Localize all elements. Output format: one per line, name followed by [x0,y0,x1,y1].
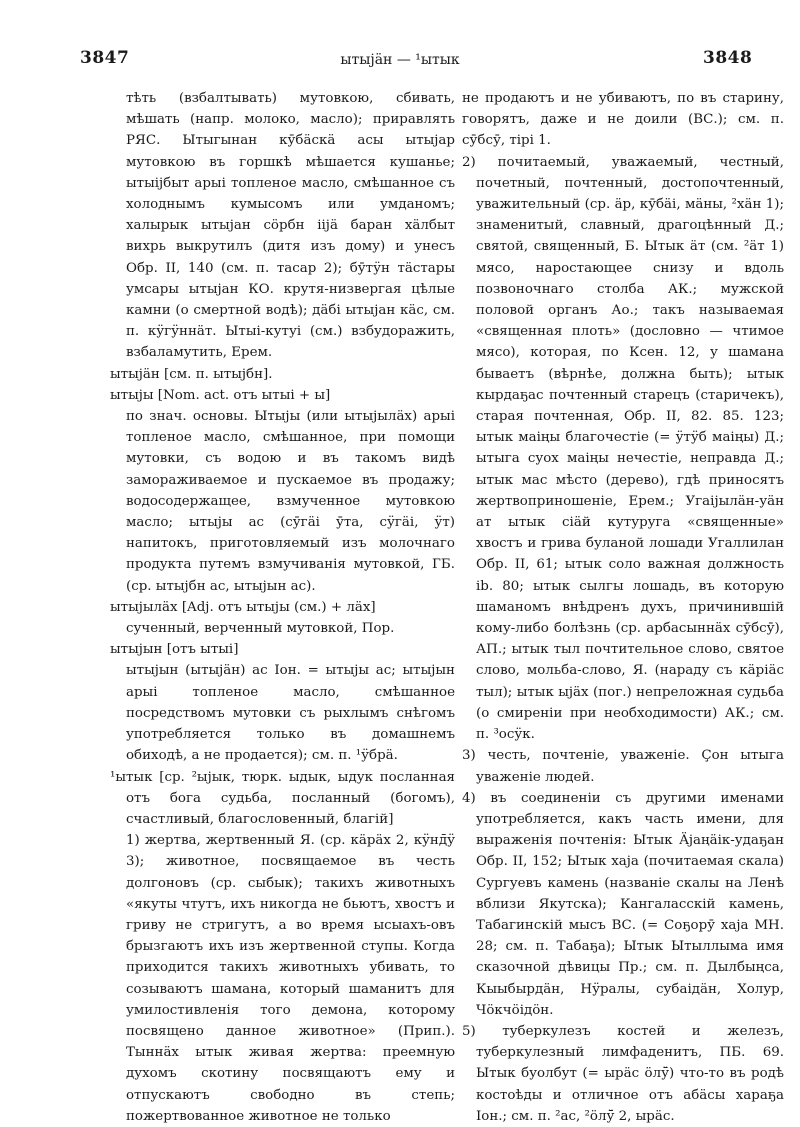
entry-text: 1) жертва, жертвенный Я. (ср. кäрäх 2, кӱнд̄ӱ 3); животное, посвящаемое въ честь долгоновъ (ср. сыбык); такихъ животныхъ «якуты чтутъ, ихъ никогда не бьютъ, хвостъ и гриву не стригутъ, а во время ысыахъ-овъ брызгаютъ ихъ изъ жертвенной ступы. Когда приходится такихъ животныхъ убивать, то созываютъ шамана, который шаманитъ для умилостивленія того демона, которому посвящено данное животное» (Прип.). Тыннäх ытык живая жертва: преемную духомъ скотину посвящаютъ ему и отпускаютъ свободно въ степь; пожертвованное животное не только [126,833,455,1124]
right-column [462,88,784,1127]
entry-headword: ытыјы [Nom. act. отъ ытыі + ы] [110,387,331,403]
entry-headword: ытыјылäх [Adj. отъ ытыјы (см.) + лäх] [110,599,376,615]
entry-text: не продаютъ и не убиваютъ, по въ старину, говорятъ, даже и не доили (ВС.); см. п. сӯбсӯ, тірі 1. [462,91,784,149]
right-page-number: 3848 [703,48,753,68]
left-column [110,88,455,1127]
entry-headword: ытыјын [отъ ытыі] [110,642,239,658]
entry-headword: ытыјäн [см. п. ытыјбн]. [110,366,273,382]
entry-text: тѣть (взбалтывать) мутовкою, сбивать, мѣшать (напр. молоко, масло); приравлять РЯС. Ытыгынан кӯбäскä асы ытыјар мутовкою въ горшкѣ мѣшается кушанье; ытыіјбыт арыі топленое масло, смѣшанное съ холоднымъ кумысомъ или умданомъ; халырык ытыјан сöрбн ііјä баран хäлбыт вихрь выкрутилъ (дитя изъ дому) и унесъ Обр. II, 140 (см. п. тасар 2); бӯтӱн тäстары умсары ытыјан КО. крутя-низвергая цѣлые камни (о смертной водѣ); дäбі ытыјан кäс, см. п. кӱгӱннäт. Ытыі-кутуі (см.) взбудоражить, взбаламутить, Ерем. [126,91,455,361]
sense-paragraph: 4) въ соединеніи съ другими именами употребляется, какъ часть имени, для выраженія почтенія: Ытык Äјаңäік-удаҕан Обр. II, 152; Ытык хаја (почитаемая скала) Сургуевъ камень (названіе скалы на Ленѣ вблизи Якутска); Кангаласскій камень, Табагинскій мысъ ВС. (= Соҕорӯ хаја МН. 28; см. п. Табаҕа); Ытык Ытыллыма имя сказочной дѣвицы Пр.; см. п. Дылбыңса, Кыыбырдäн, Нӱралы, субаідäн, Холур, Чöкчöідöн. [462,790,784,1018]
running-head: ытыјäн — ¹ытык [340,52,460,68]
sense-paragraph: 2) почитаемый, уважаемый, честный, почетный, почтенный, достопочтенный, уважительный (ср. äр, кӯбäі, мäны, ²хäн 1); знаменитый, славный, драгоцѣнный Д.; святой, священный, Б. Ытык äт (см. ²äт 1) мясо, наростающее снизу и вдоль позвоночнаго столба АК.; мужской половой органъ Ао.; такъ называемая «священная плоть» (дословно — чтимое мясо), которая, по Ксен. 12, у шамана бываетъ (вѣрнѣе, должна быть); ытык кырдаҕас почтенный старецъ (старичекъ), старая почтенная, Обр. II, 82. 85. 123; ытык маіңы благочестіе (= ӱтӱб маіңы) Д.; ытыга суох маіңы нечестіе, неправда Д.; ытык мас мѣсто (дерево), гдѣ приносятъ жертвоприношеніе, Ерем.; Угаіјылäн-уäн ат ытык сіäй кутуруга «священные» хвостъ и грива буланой лошади Угаллилан Обр. II, 61; ытык соло важная должность ib. 80; ытык сылгы лошадь, въ которую шаманомъ внѣдренъ духъ, причинившій кому-либо болѣзнь (ср. арбасыннäх сӯбсӯ), АП.; ытык тыл почтительное слово, святое слово, мольба-слово, Я. (нараду съ кäріäс тыл); ытык ыјäх (пог.) непреложная судьба (о смиреніи при необходимости) АК.; см. п. ³осӱк. [462,154,784,743]
entry-text: по знач. основы. Ытыјы (или ытыјылäх) арыі топленое масло, смѣшанное, при помощи мутовки, съ водою и въ такомъ видѣ замораживаемое и пускаемое въ продажу; водосодержащее, взмученное мутовкою масло; ытыјы ас (сӯгäі ӯта, сӱгäі, ӱт) напитокъ, приготовляемый изъ молочнаго продукта путемъ взмучиванія мутовкой, ГБ. (ср. ытыјбн ас, ытыјын ас). [126,409,455,594]
left-page-number: 3847 [80,48,130,68]
entry-text: ытыјын (ытыјäн) ас Іон. = ытыјы ас; ытыјын арыі топленое масло, смѣшанное посредствомъ мутовки съ рыхлымъ снѣгомъ употребляется только въ домашнемъ обиходѣ, а не продается); см. п. ¹ӱбрä. [126,663,455,764]
entry-headword: ¹ытык [ср. ²ыјык, тюрк. ыдык, ыдук посланная отъ бога судьба, посланный (богомъ), счастливый, благословенный, благій] [110,769,455,827]
entry-text: сученный, верченный мутовкой, Пор. [126,621,395,637]
sense-paragraph: 5) туберкулезъ костей и железъ, туберкулезный лимфаденитъ, ПБ. 69. Ытык буолбут (= ырäс öлӱ̄) что-то въ родѣ костоѣды и отличное отъ абäсы хараҕа Іон.; см. п. ²ас, ²öлӱ̄ 2, ырäс. [462,1023,784,1124]
sense-paragraph: 3) честь, почтеніе, уваженіе. Ҫон ытыга уваженіе людей. [462,748,784,785]
